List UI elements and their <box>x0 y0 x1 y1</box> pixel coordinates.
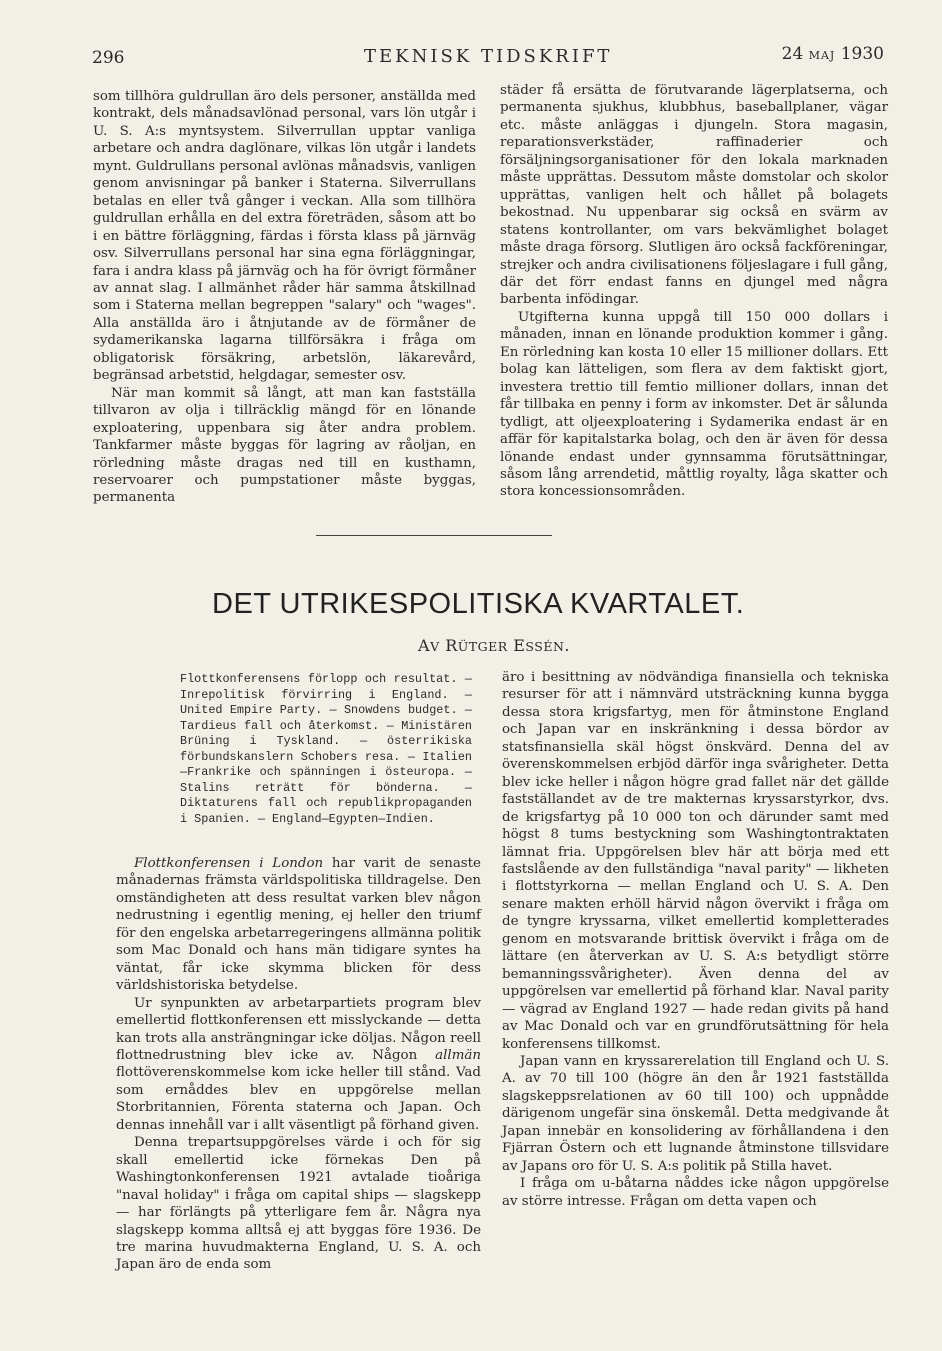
paragraph: som tillhöra guldrullan äro dels personer, anställda med kontrakt, dels månadsavlönad personal, vars lön utgår i U. S. A:s myntsystem. Silverrullan upptar vanliga arbetare och andra daglönare, vilkas lön utgår i landets mynt. Guldrullans personal avlönas månadsvis, vanligen genom anvisningar på banker i Staterna. Silverrullans betalas en eller två gånger i veckan. Alla som tillhöra guldrullan erhålla en del extra företräden, såsom att bo i en bättre förläggning, färdas i första klass på järnväg osv. Silverrullans personal har sina egna förläggningar, fara i andra klass på järnväg och ha för övrigt förmåner av annat slag. I allmänhet råder här samma åtskillnad som i Staterna mellan begreppen "salary" och "wages". Alla anställda äro i åtnjutande av de förmåner de sydamerikanska lagarna tillförsäkra i fråga om obligatorisk försäkring, arbetslön, läkarevård, begränsad arbetstid, helgdagar, semester osv. <box>93 89 476 384</box>
article-title: DET UTRIKESPOLITISKA KVARTALET. <box>212 588 745 620</box>
lead-paragraph <box>116 855 481 995</box>
issue-day: 24 <box>781 44 804 64</box>
page-number: 296 <box>92 48 125 68</box>
article-summary: Flottkonferensens förlopp och resultat. — Inrepolitisk förvirring i England. — United Empire Party. — Snowdens budget. — Tardieus fall och återkomst. — Ministären Brüning i Tyskland. — österrikiska förbundskanslern Schobers resa. — Italien—Frankrike och spänningen i östeuropa. — Stalins reträtt för bönderna. — Diktaturens fall och republikpropaganden i Spanien. — England—Egypten—Indien. <box>180 672 472 826</box>
paragraph: Utgifterna kunna uppgå till 150 000 dollars i månaden, innan en lönande produktion kommer i gång. En rörledning kan kosta 10 eller 15 millioner dollars. Ett bolag kan lätteligen, som flera av dem faktiskt gjort, investera trettio till femtio millioner dollars, innan det får tillbaka en penny i form av inkomster. Det är sålunda tydligt, att oljeexploatering i Sydamerika endast är en affär för kapitalstarka bolag, och den är även för dessa lönande endast under gynnsamma förutsättningar, såsom lång arrendetid, måttlig royalty, låga skatter och stora koncessionsområden. <box>500 309 888 500</box>
para2-text-a: Ur synpunkten av arbetarpartiets program blev emellertid flottkonferensen ett misslyckande — detta kan trots alla ansträngningar icke döljas. Någon reell flottnedrustning blev icke av. Någon <box>116 995 481 1063</box>
article-left-column <box>116 855 481 1274</box>
page-header <box>92 44 884 68</box>
article-right-column <box>502 669 889 1210</box>
byline-first-small: ÜTGER <box>457 639 508 654</box>
article-byline <box>418 636 570 655</box>
byline-av: A <box>418 636 431 655</box>
paragraph: städer få ersätta de förutvarande lägerplatserna, och permanenta sjukhus, klubbhus, baseballplaner, vägar etc. måste anläggas i djungeln. Stora magasin, reparationsverkstäder, raffinaderier och försäljningsorganisationer för den lokala marknaden måste upprättas. Dessutom måste domstolar och skolor upprättas, vanligen helt och hållet på bolagets bekostnad. Nu uppenbarar sig också en svärm av statens kontrollanter, om vars bekvämlighet bolaget måste draga försorg. Slutligen äro också fackföreningar, strejker och andra civilisationens följeslagare i full gång, där det förr endast fanns en djungel med några barbenta infödingar. <box>500 83 888 308</box>
article-divider <box>316 535 552 536</box>
paragraph: Denna trepartsuppgörelses värde i och för sig skall emellertid icke förnekas Den på Washingtonkonferensen 1921 avtalade tioåriga "naval holiday" i fråga om capital ships — slagskepp — har förlängts på ytterligare fem år. Några nya slagskepp komma alltså ej att byggas före 1936. De tre marina huvudmakterna England, U. S. A. och Japan äro de enda som <box>116 1135 481 1273</box>
paragraph: När man kommit så långt, att man kan fastställa tillvaron av olja i tillräcklig mängd för en lönande exploatering, uppenbara sig åter andra problem. Tankfarmer måste byggas för lagring av råoljan, en rörledning måste dragas ned till en kusthamn, reservoarer och pumpstationer måste byggas, permanenta <box>93 385 476 506</box>
paragraph: Japan vann en kryssarerelation till England och U. S. A. av 70 till 100 (högre än den år 1921 fastställda slagskeppsrelationen av 60 till 100) och uppnådde därigenom ungefär sina önskemål. Detta medgivande åt Japan innebär en konsolidering av förhållandena i den Fjärran Östern och ett lugnande åtminstone tillsvidare av Japans oro för U. S. A:s politik på Stilla havet. <box>502 1053 889 1174</box>
para2-text-b: flottöverenskommelse kom icke heller till stånd. Vad som ernåddes blev en uppgörelse mellan Storbritannien, Förenta staterna och Japan. Och dennas innehåll var i allt väsentligt på förhand given. <box>116 1065 481 1133</box>
journal-title: TEKNISK TIDSKRIFT <box>364 46 613 67</box>
byline-end: . <box>564 636 570 655</box>
byline-last-small: SSÉN <box>525 639 565 654</box>
lead-italic: Flottkonferensen i London <box>134 856 324 871</box>
byline-av-small: V <box>430 639 440 654</box>
para2-italic: allmän <box>435 1047 481 1063</box>
byline-first: R <box>445 636 458 655</box>
issue-date <box>782 44 884 64</box>
paragraph: I fråga om u-båtarna nåddes icke någon uppgörelse av större intresse. Frågan om detta vapen och <box>502 1176 889 1209</box>
byline-last: E <box>513 636 526 655</box>
lead-text: har varit de senaste månadernas främsta världspolitiska tilldragelse. Den omständigheten att dess resultat varken blev någon nedrustning i egentlig mening, ej heller den triumf för den engelska arbetarregeringens allmänna politik som Mac Donald och hans män tidigare syntes ha väntat, får icke skymma blicken för dess världshistoriska betydelse. <box>116 856 481 994</box>
paragraph <box>116 995 481 1135</box>
paragraph: äro i besittning av nödvändiga finansiella och tekniska resurser för att i nämnvärd utsträckning kunna bygga dessa stora krigsfartyg, men för åtminstone England och Japan var en inskränkning i dessa bördor av statsfinansiella skäl högst önskvärd. Denna del av överenskommelsen erbjöd därför inga svårigheter. Detta blev icke heller i någon högre grad fallet när det gällde fastställandet av de tre makternas kryssarstyrkor, dvs. de krigsfartyg på 10 000 ton och därunder samt med högst 8 tums bestyckning som Washingtontraktaten lämnat fria. Uppgörelsen blev här att börja med ett fastslående av den fullständiga "naval parity" — likheten i flottstyrkorna — mellan England och U. S. A. Den senare makten erhöll härvid någon övervikt i fråga om de tyngre kryssarna, vilket emellertid kompletterades genom en motsvarande brittisk övervikt i fråga om de lättare (en återverkan av U. S. A:s betydligt större bemanningssvårigheter). Även denna del av uppgörelsen var emellertid på förhand klar. Naval parity — vägrad av England 1927 — hade redan givits på hand av Mac Donald och var en grundförutsättning för hela konferensens tillkomst. <box>502 670 889 1052</box>
previous-article-left-column <box>93 88 476 507</box>
previous-article-right-column <box>500 82 888 501</box>
issue-year: 1930 <box>840 44 884 64</box>
issue-month: MAJ <box>808 49 836 62</box>
